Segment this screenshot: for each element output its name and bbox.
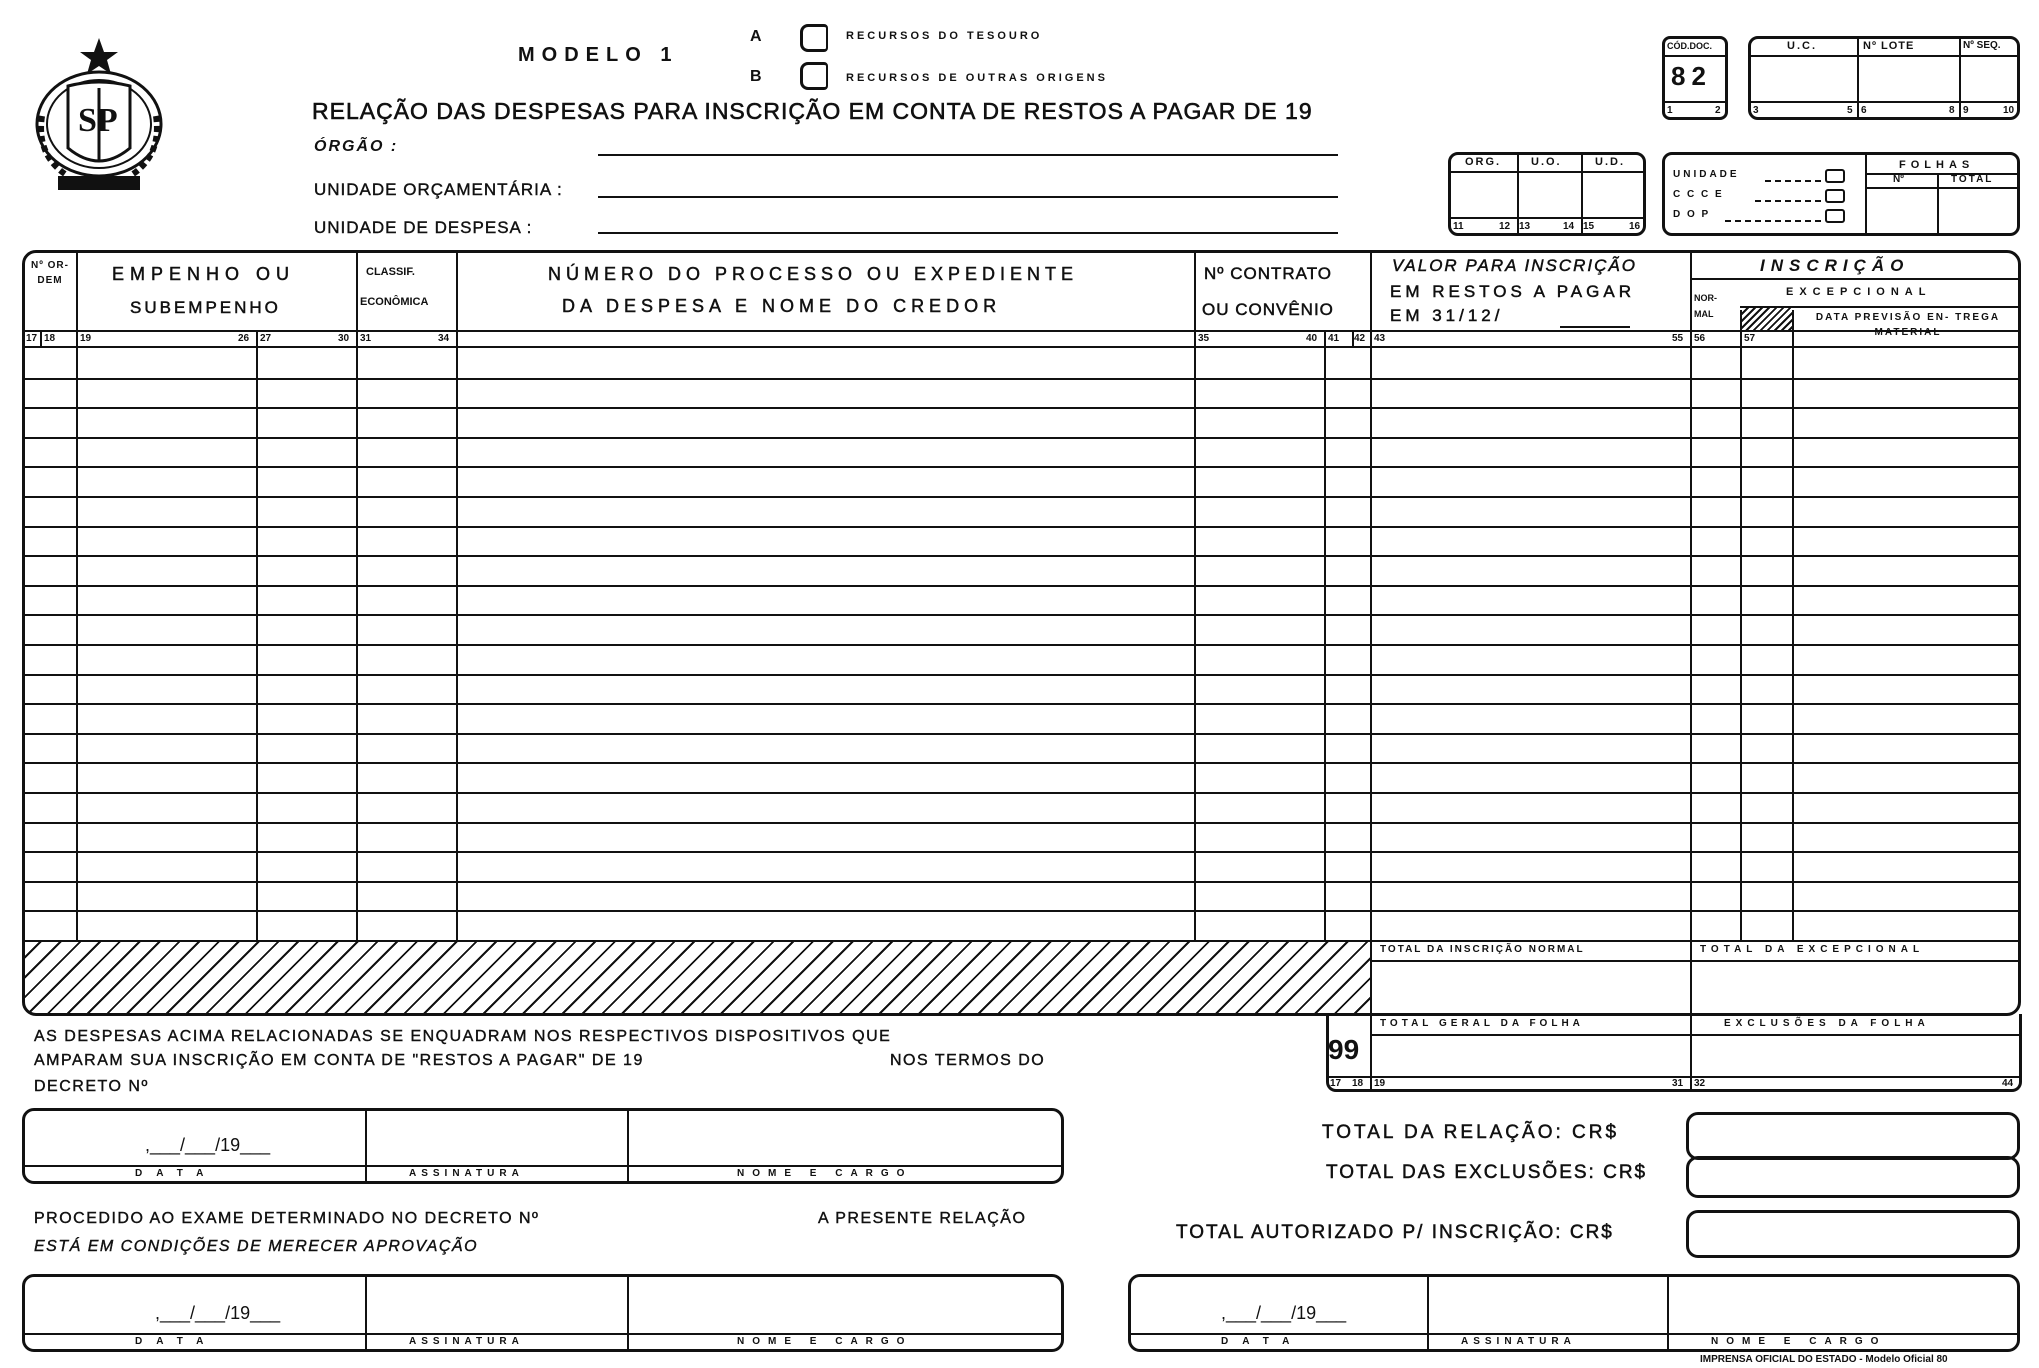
unidade-dots <box>1765 180 1821 182</box>
table-row[interactable] <box>24 437 2019 439</box>
total-geral-field[interactable] <box>1372 1036 1688 1076</box>
col-valor-header-2: EM RESTOS A PAGAR <box>1390 282 1635 301</box>
table-row[interactable] <box>24 703 2019 705</box>
col-normal-header: NOR- MAL <box>1694 293 1717 319</box>
unidade-orcamentaria-label: UNIDADE ORÇAMENTÁRIA : <box>314 180 563 199</box>
ud-field[interactable] <box>1583 173 1643 215</box>
assinatura-field-1[interactable] <box>367 1111 625 1165</box>
uc-field[interactable] <box>1751 57 1855 99</box>
option-a-checkbox[interactable] <box>800 24 828 52</box>
total-excepcional-label: TOTAL DA EXCEPCIONAL <box>1700 944 1925 955</box>
total-autorizado-field[interactable] <box>1686 1210 2020 1258</box>
option-b-letter: B <box>750 68 762 85</box>
total-exclusoes-field[interactable] <box>1686 1156 2020 1198</box>
expense-table <box>22 250 2021 1016</box>
ud-label: U.D. <box>1595 156 1625 168</box>
unidade-despesa-label: UNIDADE DE DESPESA : <box>314 218 533 237</box>
nome-cargo-field-3[interactable] <box>1669 1277 2017 1333</box>
col-classif-header-1: CLASSIF. <box>366 266 415 278</box>
folhas-num-label: Nº <box>1893 174 1904 185</box>
unidade-label: UNIDADE <box>1673 169 1740 180</box>
table-row[interactable] <box>24 733 2019 735</box>
table-row[interactable] <box>24 526 2019 528</box>
data-label-1: DATA <box>135 1168 218 1179</box>
orgao-label: ÓRGÃO : <box>314 138 399 155</box>
modelo-label: MODELO 1 <box>518 44 679 66</box>
signature-box-approval <box>22 1274 1064 1352</box>
date-field-2[interactable]: ,___/___/19___ <box>155 1303 281 1323</box>
lote-field[interactable] <box>1859 57 1957 99</box>
table-row[interactable] <box>24 555 2019 557</box>
declaration-line-3: DECRETO Nº <box>34 1078 149 1095</box>
table-row[interactable] <box>24 792 2019 794</box>
dop-checkbox[interactable] <box>1825 209 1845 223</box>
doc-code-label: CÓD.DOC. <box>1667 41 1712 51</box>
ccce-checkbox[interactable] <box>1825 189 1845 203</box>
col-empenho-header-2: SUBEMPENHO <box>130 298 281 317</box>
col-contrato-header-1: Nº CONTRATO <box>1204 264 1333 283</box>
hatched-strip <box>24 940 1370 1014</box>
col-valor-header-1: VALOR PARA INSCRIÇÃO <box>1392 256 1637 275</box>
option-a-label: RECURSOS DO TESOURO <box>846 30 1043 42</box>
col-processo-header-1: NÚMERO DO PROCESSO OU EXPEDIENTE <box>548 264 1079 284</box>
option-a-letter: A <box>750 28 762 45</box>
approval-line-1: PROCEDIDO AO EXAME DETERMINADO NO DECRETO Nº <box>34 1210 540 1227</box>
col-processo-header-2: DA DESPESA E NOME DO CREDOR <box>562 296 1002 316</box>
table-row[interactable] <box>24 881 2019 883</box>
hatched-cell-header <box>1742 308 1792 330</box>
option-b-label: RECURSOS DE OUTRAS ORIGENS <box>846 72 1108 84</box>
seq-field[interactable] <box>1961 57 2017 99</box>
unidade-orcamentaria-field[interactable] <box>598 196 1338 198</box>
folhas-total-field[interactable] <box>1939 189 2017 233</box>
dop-label: D O P <box>1673 209 1711 220</box>
signature-box-authorization <box>1128 1274 2020 1352</box>
form-title: RELAÇÃO DAS DESPESAS PARA INSCRIÇÃO EM CONTA DE RESTOS A PAGAR DE 19 <box>312 98 1313 124</box>
seal-letters: SP <box>78 102 118 139</box>
doc-code-value: 82 <box>1671 61 1712 91</box>
table-row[interactable] <box>24 585 2019 587</box>
assinatura-label-1: ASSINATURA <box>409 1168 524 1179</box>
declaration-line-1: AS DESPESAS ACIMA RELACIONADAS SE ENQUADRAM NOS RESPECTIVOS DISPOSITIVOS QUE <box>34 1028 892 1045</box>
state-seal <box>28 36 170 196</box>
org-uo-ud-box: ORG. U.O. U.D. 11 12 13 14 15 16 <box>1448 152 1646 236</box>
ccce-label: C C C E <box>1673 189 1724 200</box>
unidade-despesa-field[interactable] <box>598 232 1338 234</box>
orgao-field[interactable] <box>598 154 1338 156</box>
uo-field[interactable] <box>1519 173 1579 215</box>
table-row[interactable] <box>24 822 2019 824</box>
col-excepcional-header: EXCEPCIONAL <box>1786 286 1932 298</box>
table-row[interactable] <box>24 644 2019 646</box>
table-row[interactable] <box>24 614 2019 616</box>
nome-cargo-label-3: NOME E CARGO <box>1711 1336 1887 1347</box>
declaration-line-2: AMPARAM SUA INSCRIÇÃO EM CONTA DE "RESTOS A PAGAR" DE 19 <box>34 1052 644 1069</box>
col-contrato-header-2: OU CONVÊNIO <box>1202 300 1334 319</box>
unidade-checkbox[interactable] <box>1825 169 1845 183</box>
total-normal-label: TOTAL DA INSCRIÇÃO NORMAL <box>1380 944 1585 955</box>
table-row[interactable] <box>24 674 2019 676</box>
col-data-previsao-header: DATA PREVISÃO EN- TREGA MATERIAL <box>1815 312 2001 338</box>
approval-line-1b: A PRESENTE RELAÇÃO <box>818 1210 1027 1227</box>
table-row[interactable] <box>24 851 2019 853</box>
nome-cargo-field-2[interactable] <box>629 1277 1061 1333</box>
table-row[interactable] <box>24 496 2019 498</box>
folhas-total-label: TOTAL <box>1951 174 1994 185</box>
declaration-line-2b: NOS TERMOS DO <box>890 1052 1046 1069</box>
col-classif-header-2: ECONÔMICA <box>360 296 429 308</box>
uc-label: U.C. <box>1787 40 1817 52</box>
signature-box-declaration <box>22 1108 1064 1184</box>
table-row[interactable] <box>24 910 2019 912</box>
nome-cargo-label-1: NOME E CARGO <box>737 1168 913 1179</box>
total-geral-label: TOTAL GERAL DA FOLHA <box>1380 1018 1584 1029</box>
code-99: 99 <box>1328 1034 1360 1065</box>
col-inscricao-header: INSCRIÇÃO <box>1760 256 1910 275</box>
approval-line-2: ESTÁ EM CONDIÇÕES DE MERECER APROVAÇÃO <box>34 1238 479 1255</box>
footer-imprint: IMPRENSA OFICIAL DO ESTADO - Modelo Oficial 80 <box>1700 1354 1948 1365</box>
data-label-3: DATA <box>1221 1336 1304 1347</box>
folhas-label: FOLHAS <box>1899 159 1975 171</box>
data-label-2: DATA <box>135 1336 218 1347</box>
uo-label: U.O. <box>1531 156 1562 168</box>
total-relacao-field[interactable] <box>1686 1112 2020 1160</box>
date-field-3[interactable]: ,___/___/19___ <box>1221 1303 1347 1323</box>
table-row[interactable] <box>24 466 2019 468</box>
col-ordem-header: Nº OR- DEM <box>31 260 69 286</box>
nome-cargo-label-2: NOME E CARGO <box>737 1336 913 1347</box>
table-row[interactable] <box>24 407 2019 409</box>
assinatura-label-3: ASSINATURA <box>1461 1336 1576 1347</box>
total-excepcional-field[interactable] <box>1692 962 2018 1014</box>
folhas-num-field[interactable] <box>1867 189 1935 233</box>
org-label: ORG. <box>1465 156 1502 168</box>
col-valor-header-3: EM 31/12/ <box>1390 306 1504 325</box>
total-exclusoes-label: TOTAL DAS EXCLUSÕES: CR$ <box>1326 1162 1648 1183</box>
total-normal-field[interactable] <box>1372 962 1688 1014</box>
year-field[interactable] <box>1560 326 1630 328</box>
unidade-folhas-box <box>1662 152 2020 236</box>
seq-label: Nº SEQ. <box>1963 40 2001 51</box>
lote-label: Nº LOTE <box>1863 40 1915 52</box>
total-relacao-label: TOTAL DA RELAÇÃO: CR$ <box>1322 1122 1620 1143</box>
table-row[interactable] <box>24 378 2019 380</box>
assinatura-field-3[interactable] <box>1429 1277 1665 1333</box>
assinatura-label-2: ASSINATURA <box>409 1336 524 1347</box>
assinatura-field-2[interactable] <box>367 1277 625 1333</box>
table-row[interactable] <box>24 762 2019 764</box>
uc-lote-seq-box: U.C. Nº LOTE Nº SEQ. 3 5 6 8 9 10 <box>1748 36 2020 120</box>
option-b-checkbox[interactable] <box>800 62 828 90</box>
exclusoes-label: EXCLUSÕES DA FOLHA <box>1724 1018 1930 1029</box>
org-field[interactable] <box>1451 173 1515 215</box>
total-autorizado-label: TOTAL AUTORIZADO P/ INSCRIÇÃO: CR$ <box>1176 1222 1614 1243</box>
doc-code-box: CÓD.DOC. 82 1 2 <box>1662 36 1728 120</box>
date-field-1[interactable]: ,___/___/19___ <box>145 1135 271 1155</box>
col-empenho-header-1: EMPENHO OU <box>112 264 296 284</box>
exclusoes-field[interactable] <box>1692 1036 2018 1076</box>
nome-cargo-field-1[interactable] <box>629 1111 1061 1165</box>
